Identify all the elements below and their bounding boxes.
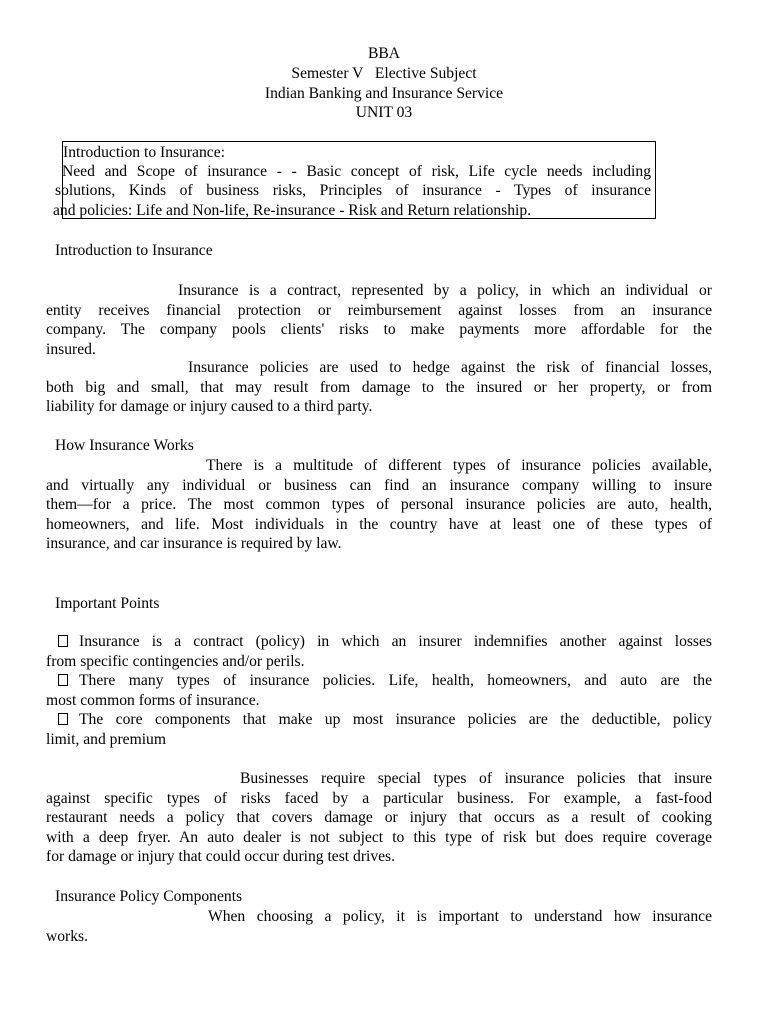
paragraph-line: Insurance policies are used to hedge against the risk of financial losses,: [188, 359, 712, 376]
syllabus-line: and policies: Life and Non-life, Re-insurance - Risk and Return relationship.: [53, 202, 532, 219]
paragraph-line: both big and small, that may result from damage to the insured or her property, or from: [46, 378, 712, 396]
section-heading-points: Important Points: [55, 595, 160, 612]
section-heading-introduction: Introduction to Insurance: [55, 242, 213, 259]
syllabus-line: Need and Scope of insurance - - Basic concept of risk, Life cycle needs including: [62, 163, 651, 180]
header-semester: [0, 64, 768, 84]
paragraph-line: against specific types of risks faced by a particular business. For example, a fast-food: [46, 789, 712, 807]
paragraph-how: [46, 456, 712, 554]
bullet-text: There many types of insurance policies. Life, health, homeowners, and auto are the: [79, 672, 712, 689]
paragraph-line: There is a multitude of different types of insurance policies available,: [206, 457, 712, 474]
paragraph-line: them—for a price. The most common types of personal insurance policies are auto, health,: [46, 496, 712, 514]
bullet-text-cont: limit, and premium: [46, 730, 166, 748]
paragraph-line: insurance, and car insurance is required by law.: [46, 535, 342, 553]
paragraph-line: works.: [46, 927, 89, 945]
paragraph-line: restaurant needs a policy that covers damage or injury that occurs as a result of cooking: [46, 809, 712, 827]
paragraph-intro-2: [46, 358, 712, 417]
paragraph-line: homeowners, and life. Most individuals in the country have at least one of these types of: [46, 515, 712, 533]
paragraph-line: When choosing a policy, it is important to understand how insurance: [208, 908, 712, 925]
paragraph-line: for damage or injury that could occur during test drives.: [46, 848, 396, 866]
paragraph-line: company. The company pools clients' risks to make payments more affordable for the: [46, 321, 712, 339]
paragraph-line: Insurance is a contract, represented by a policy, in which an individual or: [178, 282, 712, 299]
paragraph-intro-1: [46, 281, 712, 359]
bullet-text: The core components that make up most insurance policies are the deductible, policy: [79, 711, 712, 728]
bullet-item: [46, 632, 712, 671]
syllabus-text: [62, 162, 651, 182]
paragraph-line: liability for damage or injury caused to a third party.: [46, 398, 373, 416]
section-heading-how: How Insurance Works: [55, 437, 194, 454]
bullet-icon: [58, 713, 68, 725]
paragraph-line: insured.: [46, 340, 96, 358]
bullet-item: [46, 671, 712, 710]
bullet-icon: [58, 674, 68, 686]
syllabus-title: Introduction to Insurance:: [63, 144, 225, 161]
syllabus-line: solutions, Kinds of business risks, Principles of insurance - Types of insurance: [55, 182, 651, 199]
bullet-text: Insurance is a contract (policy) in which an insurer indemnifies another against losses: [79, 633, 712, 650]
section-heading-components: Insurance Policy Components: [55, 888, 243, 905]
bullet-icon: [58, 635, 68, 647]
header-unit: UNIT 03: [355, 104, 413, 121]
paragraph-components: [46, 907, 712, 946]
header-program: BBA: [367, 45, 401, 62]
paragraph-line: entity receives financial protection or reimbursement against losses from an insurance: [46, 301, 712, 319]
bullet-item: [46, 710, 712, 749]
header-semester-text: Semester V Elective Subject: [291, 65, 477, 82]
bullet-text-cont: from specific contingencies and/or perils.: [46, 652, 305, 670]
header-subject: Indian Banking and Insurance Service: [264, 85, 504, 102]
paragraph-business: [46, 769, 712, 867]
paragraph-line: Businesses require special types of insurance policies that insure: [240, 770, 712, 787]
paragraph-line: and virtually any individual or business can find an insurance company willing to insure: [46, 476, 712, 494]
paragraph-line: with a deep fryer. An auto dealer is not subject to this type of risk but does require coverage: [46, 828, 712, 846]
bullet-text-cont: most common forms of insurance.: [46, 691, 260, 709]
syllabus-text-2: [55, 181, 651, 201]
